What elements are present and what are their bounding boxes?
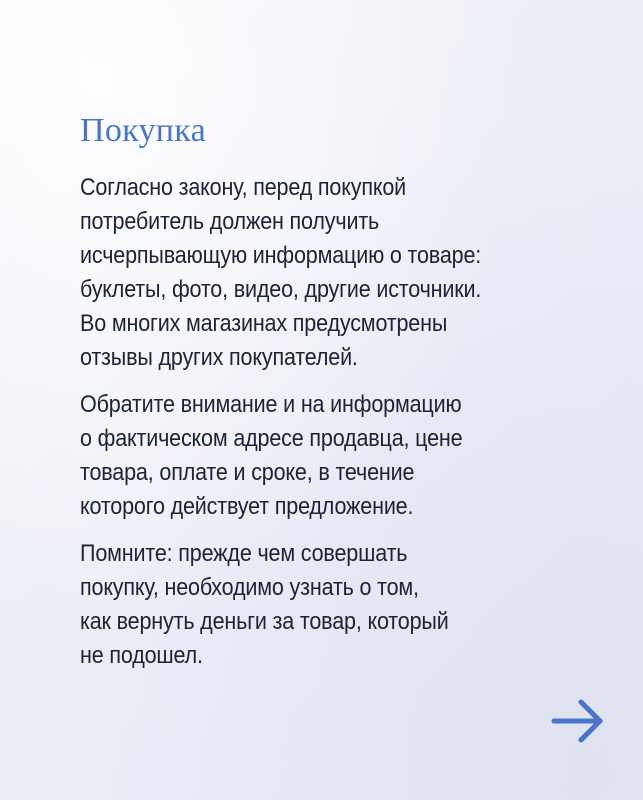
paragraph-1 [80, 171, 555, 375]
text-line: потребитель должен получить [80, 208, 380, 235]
text-line: Обратите внимание и на информацию [80, 391, 462, 418]
text-line: которого действует предложение. [80, 493, 414, 520]
text-line: Помните: прежде чем совершать [80, 540, 408, 567]
paragraph-2 [80, 388, 555, 524]
text-line: покупку, необходимо узнать о том, [80, 574, 419, 601]
paragraph-3 [80, 537, 555, 673]
text-line: не подошел. [80, 642, 203, 669]
text-line: исчерпывающую информацию о товаре: [80, 242, 482, 269]
next-slide-button[interactable] [551, 697, 605, 745]
text-line: Во многих магазинах предусмотрены [80, 310, 448, 337]
text-line: о фактическом адресе продавца, цене [80, 425, 463, 452]
text-line: Согласно закону, перед покупкой [80, 174, 407, 201]
text-line: товара, оплате и сроке, в течение [80, 459, 415, 486]
text-line: отзывы других покупателей. [80, 344, 358, 371]
arrow-right-icon [551, 697, 605, 745]
text-line: буклеты, фото, видео, другие источники. [80, 276, 482, 303]
text-line: как вернуть деньги за товар, который [80, 608, 449, 635]
page-title: Покупка [80, 112, 206, 149]
